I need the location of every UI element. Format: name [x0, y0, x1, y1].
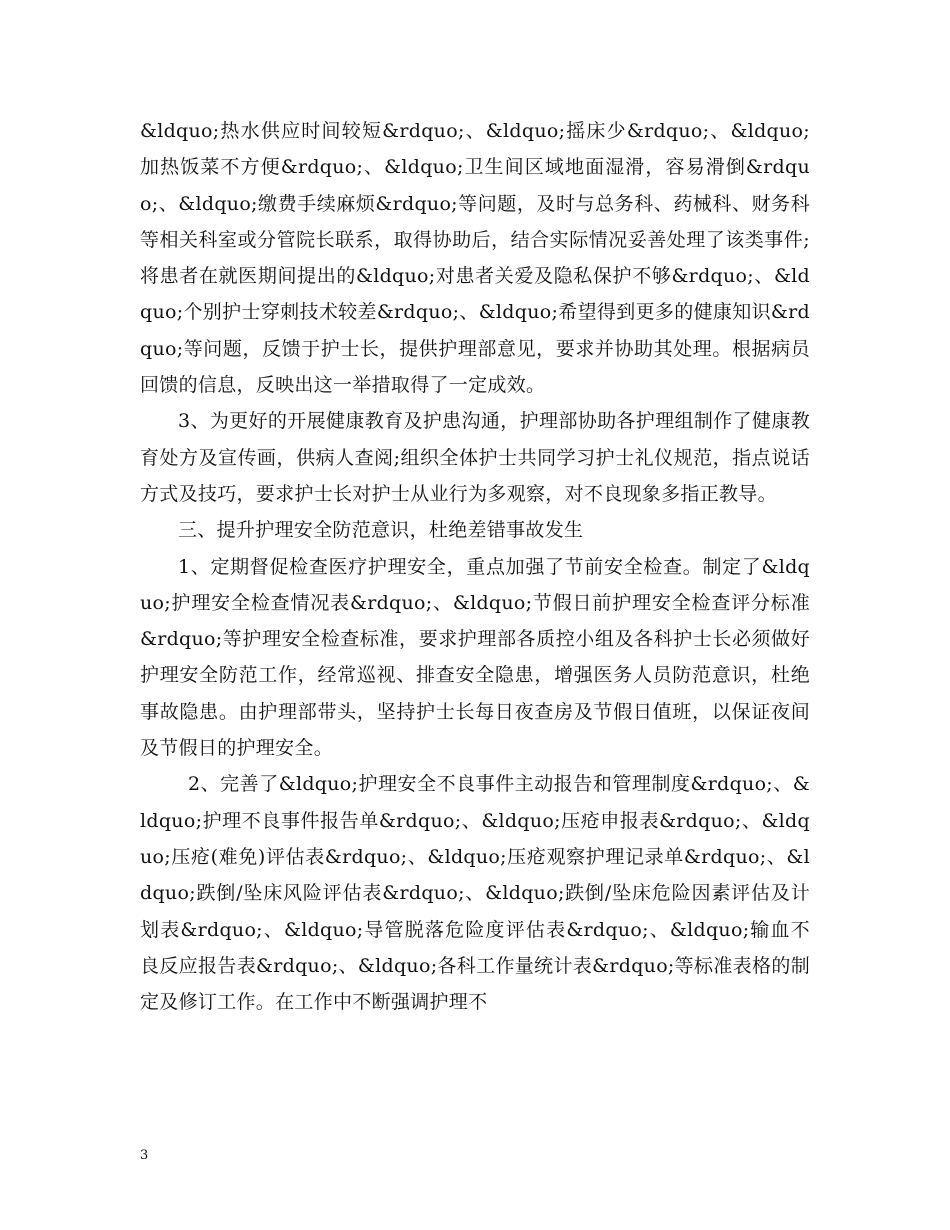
document-body	[140, 113, 810, 1020]
paragraph-item-3: 3、为更好的开展健康教育及护患沟通，护理部协助各护理组制作了健康教育处方及宣传画，供病人查阅;组织全体护士共同学习护士礼仪规范，指点说话方式及技巧，要求护士长对护士从业行为多观察，对不良现象多指正教导。	[140, 410, 810, 505]
paragraph-item-2: 2、完善了&ldquo;护理安全不良事件主动报告和管理制度&rdquo;、&ldquo;护理不良事件报告单&rdquo;、&ldquo;压疮申报表&rdquo;、&ldquo;压疮(难免)评估表&rdquo;、&ldquo;压疮观察护理记录单&rdquo;、&ldquo;跌倒/坠床风险评估表&rdquo;、&ldquo;跌倒/坠床危险因素评估及计划表&rdquo;、&ldquo;导管脱落危险度评估表&rdquo;、&ldquo;输血不良反应报告表&rdquo;、&ldquo;各科工作量统计表&rdquo;等标准表格的制定及修订工作。在工作中不断强调护理不	[140, 773, 810, 1014]
paragraph-item-1: 1、定期督促检查医疗护理安全，重点加强了节前安全检查。制定了&ldquo;护理安全检查情况表&rdquo;、&ldquo;节假日前护理安全检查评分标准&rdquo;等护理安全检查标准，要求护理部各质控小组及各科护士长必须做好护理安全防范工作，经常巡视、排查安全隐患，增强医务人员防范意识，杜绝事故隐患。由护理部带头，坚持护士长每日夜查房及节假日值班，以保证夜间及节假日的护理安全。	[140, 555, 810, 760]
paragraph-continuation: &ldquo;热水供应时间较短&rdquo;、&ldquo;摇床少&rdquo;、&ldquo;加热饭菜不方便&rdquo;、&ldquo;卫生间区域地面湿滑，容易滑倒&rdquo;、&ldquo;缴费手续麻烦&rdquo;等问题，及时与总务科、药械科、财务科等相关科室或分管院长联系，取得协助后，结合实际情况妥善处理了该类事件;将患者在就医期间提出的&ldquo;对患者关爱及隐私保护不够&rdquo;、&ldquo;个别护士穿刺技术较差&rdquo;、&ldquo;希望得到更多的健康知识&rdquo;等问题，反馈于护士长，提供护理部意见，要求并协助其处理。根据病员回馈的信息，反映出这一举措取得了一定成效。	[140, 120, 810, 397]
page-number: 3	[140, 1148, 149, 1163]
section-heading: 三、提升护理安全防范意识，杜绝差错事故发生	[178, 519, 584, 542]
